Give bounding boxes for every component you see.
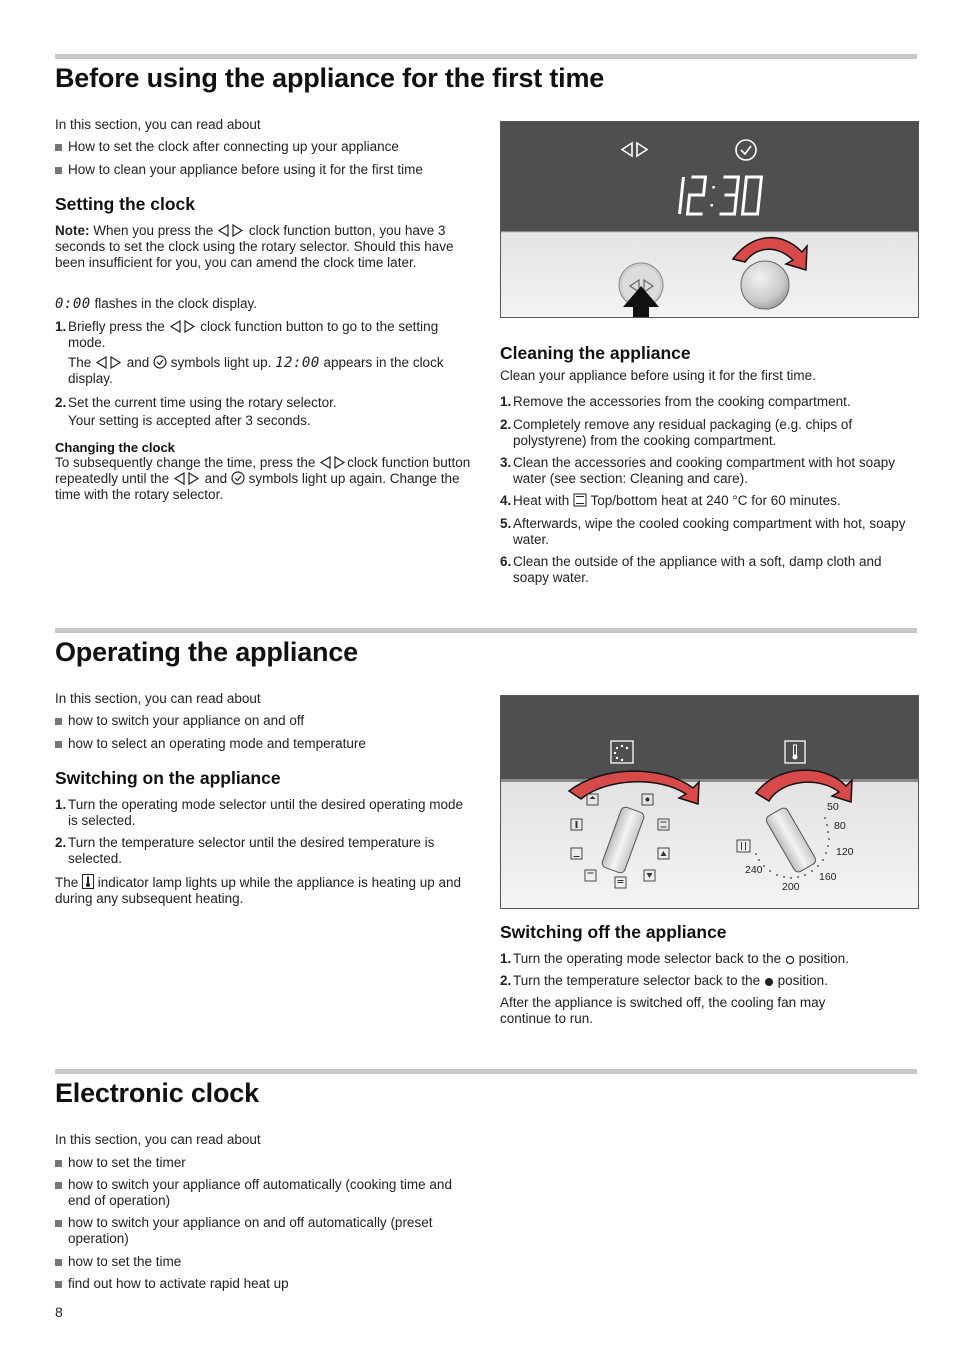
text: Clean the accessories and cooking compartment with hot soapy water (see section: Cleaning and care). xyxy=(513,455,895,486)
heating-indicator-icon xyxy=(82,874,94,889)
list-item: How to clean your appliance before using it for the first time xyxy=(55,162,423,178)
note-label: Note: xyxy=(55,223,90,238)
step-number: 4. xyxy=(500,493,512,508)
step-detail: Your setting is accepted after 3 seconds. xyxy=(68,413,311,428)
section-title: Electronic clock xyxy=(55,1078,259,1108)
text: clock function button, you have 3 seconds to set the clock using the rotary selector. Should this have been insufficient for you, you can amend the clock time later. xyxy=(55,223,454,270)
step xyxy=(500,973,915,989)
temperature-label: 50 xyxy=(827,801,839,813)
text: Set the current time using the rotary selector. xyxy=(68,395,337,410)
clock-icon xyxy=(153,355,167,369)
subsection-title: Switching on the appliance xyxy=(55,768,281,788)
text: Turn the temperature selector until the desired temperature is selected. xyxy=(68,835,435,866)
flash-paragraph xyxy=(55,296,257,312)
text: Completely remove any residual packaging (e.g. chips of polystyrene) from the cooking compartment. xyxy=(513,417,853,448)
text: Turn the operating mode selector until the desired operating mode is selected. xyxy=(68,797,463,828)
step-number: 1. xyxy=(55,797,67,812)
rotary-selector xyxy=(741,261,789,309)
temperature-label: 240 xyxy=(745,864,763,876)
step xyxy=(500,455,915,487)
section-intro: In this section, you can read about xyxy=(55,1132,261,1147)
list-item: how to switch your appliance on and off xyxy=(55,713,304,729)
list-item: how to set the time xyxy=(55,1254,473,1270)
text: position. xyxy=(773,973,828,988)
selectors-figure xyxy=(500,695,919,909)
section-rule xyxy=(55,1069,917,1074)
step xyxy=(500,951,915,967)
page-number: 8 xyxy=(55,1304,63,1320)
sub-heading: Changing the clock xyxy=(55,440,175,455)
text: appears in the clock display. xyxy=(68,355,444,386)
text: flashes in the clock display. xyxy=(90,296,258,311)
step-number: 3. xyxy=(500,455,512,470)
off-position-icon xyxy=(785,955,795,965)
subsection-title: Switching off the appliance xyxy=(500,922,727,942)
clock-function-icon xyxy=(319,456,347,469)
text: Afterwards, wipe the cooled cooking compartment with hot, soapy water. xyxy=(513,516,906,547)
text: To subsequently change the time, press the xyxy=(55,455,320,470)
text: Top/bottom heat at 240 °C for 60 minutes. xyxy=(587,493,841,508)
section-rule xyxy=(55,628,917,633)
display-value: 0:00 xyxy=(55,296,91,312)
text: symbols light up. xyxy=(167,355,276,370)
temperature-label: 160 xyxy=(819,871,837,883)
changing-paragraph xyxy=(55,455,473,503)
list-item: how to switch your appliance on and off automatically (preset operation) xyxy=(55,1215,483,1247)
step-number: 5. xyxy=(500,516,512,531)
temperature-label: 200 xyxy=(782,881,800,893)
section-intro: In this section, you can read about xyxy=(55,117,261,132)
step-number: 2. xyxy=(55,395,67,410)
off-position-filled-icon xyxy=(764,977,774,987)
clock-function-icon xyxy=(217,224,245,237)
text: clock function button to go to the setting mode. xyxy=(68,319,439,350)
paragraph xyxy=(55,874,473,907)
section-intro: In this section, you can read about xyxy=(55,691,261,706)
section-title: Operating the appliance xyxy=(55,637,358,667)
clock-display-figure xyxy=(500,121,919,318)
step-number: 2. xyxy=(500,417,512,432)
text: Briefly press the xyxy=(68,319,169,334)
clock-function-icon xyxy=(95,356,123,369)
step-number: 1. xyxy=(500,951,512,966)
text: indicator lamp lights up while the appliance is heating up and during any subsequent heating. xyxy=(55,875,462,906)
section-rule xyxy=(55,54,917,59)
list-item: how to switch your appliance off automatically (cooking time and end of operation) xyxy=(55,1177,473,1209)
step-number: 2. xyxy=(500,973,512,988)
list-item: find out how to activate rapid heat up xyxy=(55,1276,473,1292)
text: symbols light up again. Change the time with the rotary selector. xyxy=(55,471,460,502)
display-value: 12:00 xyxy=(275,355,320,371)
text: Turn the temperature selector back to the xyxy=(513,973,764,988)
note-paragraph xyxy=(55,223,470,271)
text: Remove the accessories from the cooking compartment. xyxy=(513,394,851,409)
text: Heat with xyxy=(513,493,574,508)
list-item: how to set the timer xyxy=(55,1155,473,1171)
temperature-label: 120 xyxy=(836,846,854,858)
step xyxy=(500,493,915,509)
top-bottom-heat-icon xyxy=(573,493,587,507)
clock-display-illustration xyxy=(501,122,918,317)
step xyxy=(55,395,470,411)
text: clock function button repeatedly until the xyxy=(55,455,471,486)
temperature-label: 80 xyxy=(834,820,846,832)
list-item: how to select an operating mode and temperature xyxy=(55,736,366,752)
text: The xyxy=(68,355,96,370)
subsection-title: Cleaning the appliance xyxy=(500,343,691,363)
step-detail xyxy=(55,355,470,387)
section-title: Before using the appliance for the first time xyxy=(55,63,605,93)
paragraph: Clean your appliance before using it for the first time. xyxy=(500,368,816,383)
text: Clean the outside of the appliance with a soft, damp cloth and soapy water. xyxy=(513,554,882,585)
step-number: 6. xyxy=(500,554,512,569)
step-number: 2. xyxy=(55,835,67,850)
step xyxy=(55,319,470,351)
step-number: 1. xyxy=(500,394,512,409)
subsection-title: Setting the clock xyxy=(55,194,196,214)
step-number: 1. xyxy=(55,319,67,334)
list-item: How to set the clock after connecting up your appliance xyxy=(55,139,399,155)
text: The xyxy=(55,875,83,890)
step xyxy=(55,835,473,867)
text: Turn the operating mode selector back to the xyxy=(513,951,785,966)
clock-function-icon xyxy=(173,472,201,485)
step xyxy=(55,797,473,829)
step xyxy=(500,554,915,586)
selectors-illustration xyxy=(501,696,918,908)
text: and xyxy=(200,471,231,486)
text: When you press the xyxy=(89,223,218,238)
clock-function-icon xyxy=(169,320,197,333)
clock-icon xyxy=(231,471,245,485)
text: and xyxy=(123,355,154,370)
step xyxy=(500,516,915,548)
text: position. xyxy=(794,951,849,966)
paragraph: After the appliance is switched off, the cooling fan may continue to run. xyxy=(500,995,826,1026)
step xyxy=(500,394,915,410)
step xyxy=(500,417,915,449)
